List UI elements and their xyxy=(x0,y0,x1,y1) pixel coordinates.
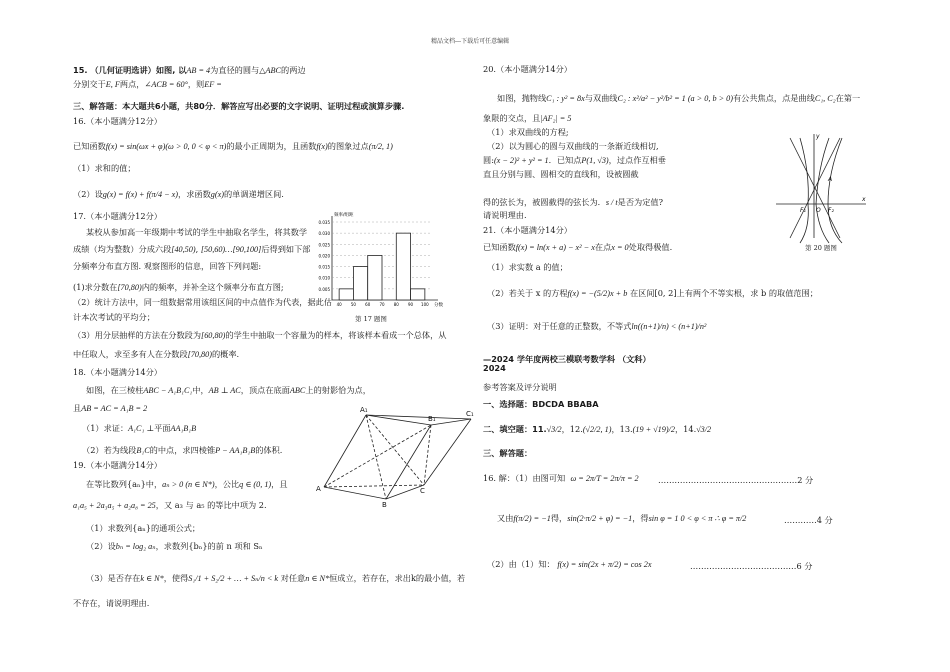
q20-part2c: 直且分别与圆、圆相交的直线和，设被圆截 xyxy=(483,169,639,179)
hist-y-tick: 0.015 xyxy=(318,264,330,270)
q19-heading: 19.（本小题满分14分） xyxy=(73,460,162,470)
q17-part3: （3）用分层抽样的方法在分数段为[60,80)的学生中抽取一个容量为的样本，将该样本看成一个总体，从 xyxy=(73,330,447,340)
histogram-figure-17 xyxy=(310,212,443,312)
q21-part1: （1）求实数 a 的值； xyxy=(487,262,568,272)
hist-y-label: 频率/组距 xyxy=(334,213,354,218)
edge-b1c1 xyxy=(431,419,471,425)
label-b: B xyxy=(382,501,387,509)
hist-y-tick: 0.035 xyxy=(318,220,330,225)
hist-x-tick: 60 xyxy=(365,302,371,307)
edge-cc1 xyxy=(424,419,471,485)
hist-y-tick: 0.020 xyxy=(318,253,330,259)
edge-aa1 xyxy=(324,415,366,487)
q18-line1: 如图，在三棱柱ABC − A₁B₁C₁中，AB ⊥ AC，顶点在底面ABC上的射影恰为点， xyxy=(86,385,371,395)
conic-figure-20 xyxy=(770,128,870,248)
q17-part2b: 计本次考试的平均分； xyxy=(73,312,155,322)
q19-part1: （1）求数列{aₙ}的通项公式； xyxy=(86,523,201,533)
hist-x-tick: 70 xyxy=(379,302,385,307)
label-f2: F₂ xyxy=(828,207,834,214)
hist-x-tick: 50 xyxy=(350,302,356,307)
page-header: 精品文档---下载后可任意编辑 xyxy=(431,38,510,45)
q20-part2: （2）以为圆心的圆与双曲线的一条渐近线相切, xyxy=(487,141,659,151)
hist-y-tick: 0.025 xyxy=(318,242,330,248)
hist-x-tick: 40 xyxy=(336,302,342,307)
prism-figure-18 xyxy=(316,405,476,509)
answers-year: 2024 xyxy=(483,363,506,373)
section-3-heading: 三、解答题：本大题共6小题，共80分．解答应写出必要的文字说明、证明过程或演算步骤. xyxy=(73,101,405,111)
hist-x-label: 分数 xyxy=(434,303,443,308)
hist-bar xyxy=(339,289,353,300)
answers-solution-heading: 三、解答题： xyxy=(483,448,533,458)
hist-y-tick: 0.010 xyxy=(318,275,330,281)
q19-line1: 在等比数列{aₙ}中，aₙ > 0 (n ∈ N*)，公比q ∈ (0, 1)，且 xyxy=(86,479,288,489)
histogram-axes xyxy=(332,216,438,300)
edge-ac xyxy=(324,485,424,487)
q19-part3b: 不存在，请说明理由. xyxy=(73,598,150,608)
q19-part2: （2）设bₙ = log₂ aₙ，求数列{bₙ}的前 n 项和 Sₙ xyxy=(86,541,263,551)
q18-part2: （2）若为线段B₁C的中点，求四棱锥P − AA₁B₁B的体积. xyxy=(82,445,283,455)
q21-part2: （2）若关于 x 的方程f(x) = −(5/2)x + b 在区间[0, 2]上有两个不等实根，求 b 的取值范围； xyxy=(487,288,818,298)
figure-20-caption: 第 20 题图 xyxy=(805,244,837,252)
q21-part3: （3）证明：对于任意的正整数，不等式ln((n+1)/n) < (n+1)/n² xyxy=(487,321,707,331)
q17-line1: 某校从参加高一年级期中考试的学生中抽取名学生，将其数学 xyxy=(86,227,308,237)
q18-heading: 18.（本小题满分14分） xyxy=(73,367,162,377)
a16-dots3: …………………………………6 分 xyxy=(690,561,813,571)
label-a: A xyxy=(828,176,833,183)
hist-bar xyxy=(396,233,410,300)
q16-line1: 已知函数f(x) = sin(ωx + φ)(ω > 0, 0 < φ < π)的最小正周期为，且函数f(x)的图象过点(π/2, 1) xyxy=(73,141,393,151)
hist-y-tick: 0.030 xyxy=(318,231,330,237)
segment-ab1 xyxy=(324,425,431,487)
q17-line2: 成绩（均为整数）分成六段[40,50), [50,60)…[90,100]后得到如下部 xyxy=(73,244,311,254)
answers-reference: 参考答案及评分说明 xyxy=(483,382,557,392)
label-a: A xyxy=(316,485,321,493)
q19-part3: （3）是否存在k ∈ N*，使得S₁/1 + S₂/2 + … + Sₙ/n < k 对任意n ∈ N*恒成立，若存在，求出k的最小值，若 xyxy=(86,573,466,583)
edge-a1c1 xyxy=(366,415,471,419)
q20-heading: 20.（本小题满分14分） xyxy=(483,64,572,74)
label-y: y xyxy=(816,133,820,140)
hist-y-tick: 0.005 xyxy=(318,286,330,292)
label-c1: C₁ xyxy=(466,410,474,418)
label-c: C xyxy=(420,487,425,495)
hist-bar xyxy=(411,289,425,300)
label-x: x xyxy=(862,196,866,203)
a16-line2: 又由f(π/2) = −1得，sin(2·π/2 + φ) = −1，得sin φ = 1 0 < φ < π ∴ φ = π/2 xyxy=(497,513,747,523)
q16-heading: 16.（本小题满分12分） xyxy=(73,116,162,126)
q21-heading: 21.（本小题满分14分） xyxy=(483,225,572,235)
q17-part1: (1)求分数在[70,80)内的频率，并补全这个频率分布直方图; xyxy=(73,282,284,292)
q20-line2: 象限的交点，且|AF₂| = 5 xyxy=(483,113,572,123)
hyperbola-left-branch xyxy=(800,138,808,243)
q20-part2e: 请说明理由. xyxy=(483,210,527,220)
q19-line2: a₁a₅ + 2a₃a₅ + a₂a₈ = 25，又 a₃ 与 a₅ 的等比中项为 2. xyxy=(73,500,267,510)
q15-line2: 分别交于E, F两点，∠ACB = 60°，则EF = xyxy=(73,79,222,89)
parabola-curve xyxy=(816,138,829,243)
q20-part1: （1）求双曲线的方程; xyxy=(487,127,569,137)
a16-line1: 16. 解：（1）由图可知 ω = 2π/T = 2π/π = 2 xyxy=(483,473,639,483)
edge-ab xyxy=(324,487,386,499)
q15-line1: 15. （几何证明选讲）如图, 以AB = 4为直径的圆与△ABC的两边 xyxy=(73,65,306,75)
q18-line2: 且AB = AC = A₁B = 2 xyxy=(73,403,148,413)
answers-fill: 二、填空题：11.√3/2，12.(√2/2, 1)，13.(19 + √19)/2，14.√3/2 xyxy=(483,424,712,434)
label-a1: A₁ xyxy=(360,406,368,414)
q20-part2d: 得的弦长为，被圆截得的弦长为．s / t是否为定值? xyxy=(483,197,663,207)
q17-part3b: 中任取人，求至多有人在分数段[70,80)的概率. xyxy=(73,349,240,359)
q17-heading: 17.（本小题满分12分） xyxy=(73,211,162,221)
label-f1: F₁ xyxy=(800,207,806,214)
a16-dots1: ……………………………………………2 分 xyxy=(658,475,814,485)
a16-line3: （2）由（1）知： f(x) = sin(2x + π/2) = cos 2x xyxy=(487,559,652,569)
hist-bar xyxy=(353,267,367,300)
q20-part2b: 圆:(x − 2)² + y² = 1．已知点P(1, √3)，过点作互相垂 xyxy=(483,155,666,165)
q18-part1: （1）求证：A₁C₁ ⊥平面AA₁B₁B xyxy=(82,423,197,433)
q20-line1: 如图，抛物线C₁ : y² = 8x与双曲线C₂ : x²/a² − y²/b² = 1 (a > 0, b > 0)有公共焦点，点是曲线C₁, C₂在第一 xyxy=(497,93,861,103)
hist-x-tick: 100 xyxy=(421,302,429,307)
figure-17-caption: 第 17 题图 xyxy=(355,315,387,323)
q16-part2: （2）设g(x) = f(x) + f(π/4 − x)，求函数g(x)的单调递增区间. xyxy=(73,189,284,199)
q16-part1: （1）求和的值； xyxy=(73,163,136,173)
q17-line3: 分频率分布直方图. 观察图形的信息，回答下列问题: xyxy=(73,261,262,271)
a16-dots2: …………4 分 xyxy=(784,515,833,525)
hist-x-tick: 80 xyxy=(393,302,399,307)
label-o: O xyxy=(816,207,821,214)
q17-part2: （2）统计方法中，同一组数据常用该组区间的中点值作为代表，据此估 xyxy=(73,297,333,307)
answers-choice: 一、选择题：BDCDA BBABA xyxy=(483,399,599,409)
hist-x-tick: 90 xyxy=(408,302,414,307)
hist-bar xyxy=(368,255,382,300)
answers-title: —2024 学年度两校三模联考数学科 （文科） xyxy=(483,354,651,364)
q21-line1: 已知函数f(x) = ln(x + a) − x² − x在点x = 0处取得极值. xyxy=(483,242,673,252)
edge-bc xyxy=(386,485,424,499)
label-b1: B₁ xyxy=(428,415,436,423)
